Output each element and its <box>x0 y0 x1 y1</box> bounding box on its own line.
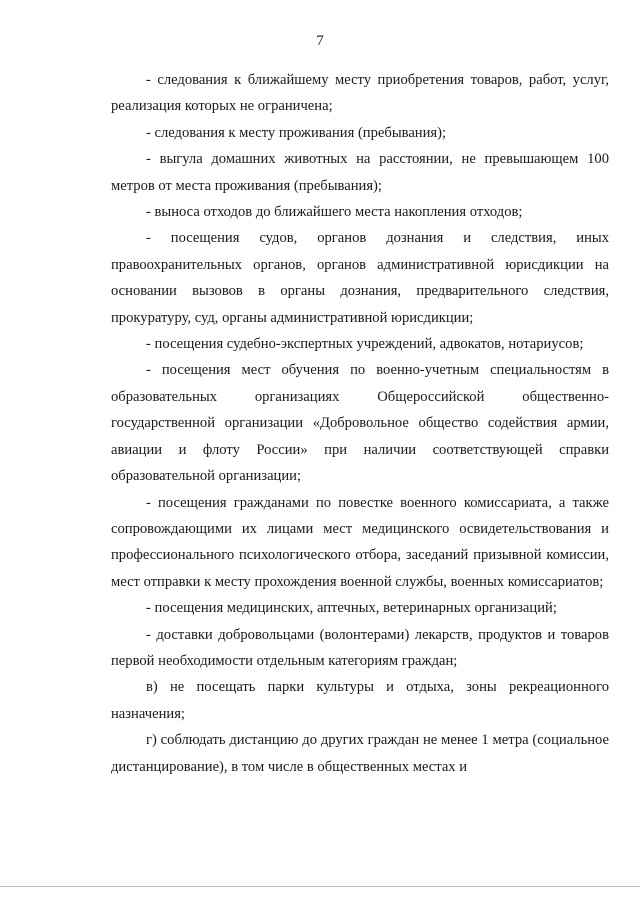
page-number: 7 <box>316 33 324 49</box>
paragraph-item: - посещения судов, органов дознания и следствия, иных правоохранительных органов, органов административной юрисдикции на основании вызовов в органы дознания, предварительного следствия, прокуратуру, суд, органы административной юрисдикции; <box>111 230 609 326</box>
paragraph-item: - следования к ближайшему месту приобретения товаров, работ, услуг, реализация которых не ограничена; <box>111 72 609 115</box>
paragraph-item: - посещения судебно-экспертных учреждений, адвокатов, нотариусов; <box>146 336 584 353</box>
document-body <box>111 67 609 780</box>
paragraph-item: - доставки добровольцами (волонтерами) лекарств, продуктов и товаров первой необходимости отдельным категориям граждан; <box>111 626 609 669</box>
paragraph-item: в) не посещать парки культуры и отдыха, зоны рекреационного назначения; <box>111 679 609 722</box>
paragraph-item: - выгула домашних животных на расстоянии, не превышающем 100 метров от места проживания (пребывания); <box>111 151 609 194</box>
page-bottom-divider <box>0 886 640 887</box>
paragraph-item: - следования к месту проживания (пребывания); <box>146 124 447 141</box>
paragraph-item: - посещения мест обучения по военно-учетным специальностям в образовательных организациях Общероссийской общественно-государственной организации «Добровольное общество содействия армии, авиации и флоту России» при наличии соответствующей справки образовательной организации; <box>111 362 609 485</box>
paragraph-item: - посещения гражданами по повестке военного комиссариата, а также сопровождающими их лицами мест медицинского освидетельствования и профессионального психологического отбора, заседаний призывной комиссии, мест отправки к месту прохождения военной службы, военных комиссариатов; <box>111 494 609 590</box>
paragraph-item: - посещения медицинских, аптечных, ветеринарных организаций; <box>146 600 557 617</box>
paragraph-item: г) соблюдать дистанцию до других граждан не менее 1 метра (социальное дистанцирование), в том числе в общественных местах и <box>111 732 609 775</box>
paragraph-item: - выноса отходов до ближайшего места накопления отходов; <box>146 204 523 221</box>
